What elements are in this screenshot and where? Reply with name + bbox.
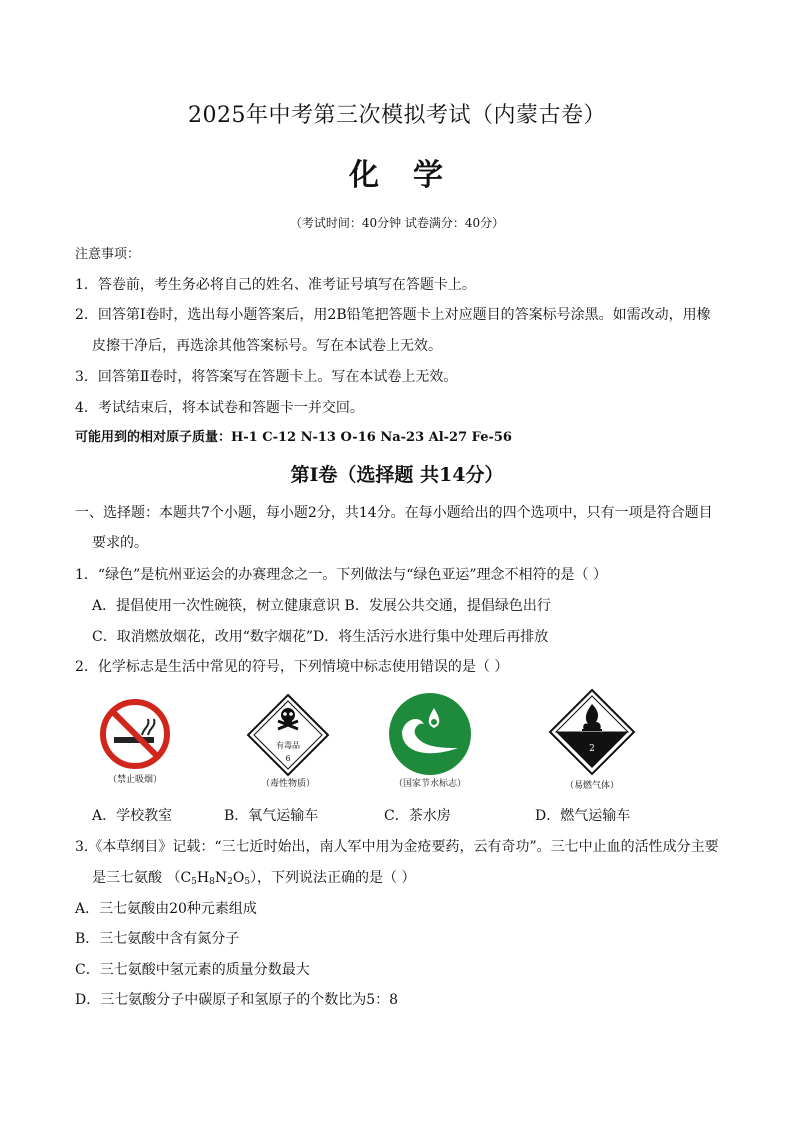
q1-options-cd: C．取消燃放烟花，改用“数字烟花”D．将生活污水进行集中处理后再排放 — [92, 629, 549, 645]
note-item-2: 2．回答第Ⅰ卷时，选出每小题答案后，用2B铅笔把答题卡上对应题目的答案标号涂黑。如需改动，用橡 — [75, 307, 711, 323]
toxic-substance-icon — [246, 693, 330, 777]
subject-char-2: 学 — [413, 158, 445, 193]
q2-option-c: C．茶水房 — [384, 808, 451, 824]
q2-stem: 2．化学标志是生活中常见的符号，下列情境中标志使用错误的是（ ） — [75, 659, 509, 675]
formula-o: O — [232, 870, 245, 886]
flammable-gas-icon — [548, 688, 636, 776]
q3-stem-line1: 3.《本草纲目》记载：“三七近时始出，南人军中用为金疮要药，云有奇功”。三七中止血的活性成分主要 — [75, 839, 719, 855]
q3-option-b: B．三七氨酸中含有氮分子 — [75, 931, 240, 947]
part-one-intro-line1: 一、选择题：本题共7个小题，每小题2分，共14分。在每小题给出的四个选项中，只有一项是符合题目 — [75, 505, 713, 521]
subject-char-1: 化 — [349, 158, 381, 193]
exam-info: （考试时间：40分钟 试卷满分：40分） — [289, 216, 505, 230]
note-item-2-cont: 皮擦干净后，再选涂其他答案标号。写在本试卷上无效。 — [92, 338, 442, 354]
exam-title: 2025年中考第三次模拟考试（内蒙古卷） — [188, 103, 606, 128]
q3-stem-line2 — [92, 868, 416, 892]
q3-option-d: D．三七氨酸分子中碳原子和氢原子的个数比为5：8 — [75, 992, 399, 1008]
formula-h-count: 8 — [209, 877, 215, 887]
formula-n-count: 2 — [227, 877, 233, 887]
formula-n: N — [214, 870, 228, 886]
flammable-gas-sign — [548, 688, 636, 776]
part-one-intro-line2: 要求的。 — [92, 535, 148, 551]
formula-o-count: 5 — [244, 877, 251, 887]
q2-option-d: D．燃气运输车 — [535, 808, 631, 824]
toxic-caption: （毒性物质） — [260, 779, 315, 789]
notes-heading: 注意事项： — [75, 247, 141, 262]
toxic-sign-number: 6 — [285, 754, 291, 763]
q3-option-a: A．三七氨酸由20种元素组成 — [75, 901, 257, 917]
atomic-mass-line: 可能用到的相对原子质量：H-1 C-12 N-13 O-16 Na-23 Al-27 Fe-56 — [75, 430, 512, 445]
q1-options-ab: A．提倡使用一次性碗筷，树立健康意识 B．发展公共交通，提倡绿色出行 — [92, 598, 551, 614]
no-smoking-sign — [98, 697, 172, 771]
section-title: 第Ⅰ卷（选择题 共14分） — [290, 464, 504, 486]
toxic-sign-label: 有毒品 — [276, 741, 300, 750]
no-smoking-caption: （禁止吸烟） — [107, 775, 162, 785]
note-item-1: 1．答卷前，考生务必将自己的姓名、准考证号填写在答题卡上。 — [75, 277, 476, 293]
q3-stem-post: ），下列说法正确的是（ ） — [250, 870, 416, 886]
note-item-3: 3．回答第Ⅱ卷时，将答案写在答题卡上。写在本试卷上无效。 — [75, 369, 458, 385]
q3-stem-pre: 是三七氨酸 （C — [92, 870, 192, 886]
toxic-sign — [246, 693, 330, 777]
q2-option-a: A．学校教室 — [92, 808, 173, 824]
no-smoking-icon — [98, 697, 172, 771]
flammable-caption: （易燃气体） — [564, 781, 619, 791]
note-item-4: 4．考试结束后，将本试卷和答题卡一并交回。 — [75, 400, 364, 416]
q2-option-b: B．氧气运输车 — [224, 808, 319, 824]
formula-h: H — [196, 870, 210, 886]
water-saving-sign — [388, 692, 472, 776]
flammable-sign-number: 2 — [589, 744, 595, 754]
q1-stem: 1．“绿色”是杭州亚运会的办赛理念之一。下列做法与“绿色亚运”理念不相符的是（ ） — [75, 567, 607, 583]
q3-option-c: C．三七氨酸中氢元素的质量分数最大 — [75, 962, 310, 978]
water-saving-icon — [388, 692, 472, 776]
subject-title — [0, 150, 794, 194]
water-saving-caption: （国家节水标志） — [393, 779, 466, 789]
formula-c-count: 5 — [191, 877, 197, 887]
